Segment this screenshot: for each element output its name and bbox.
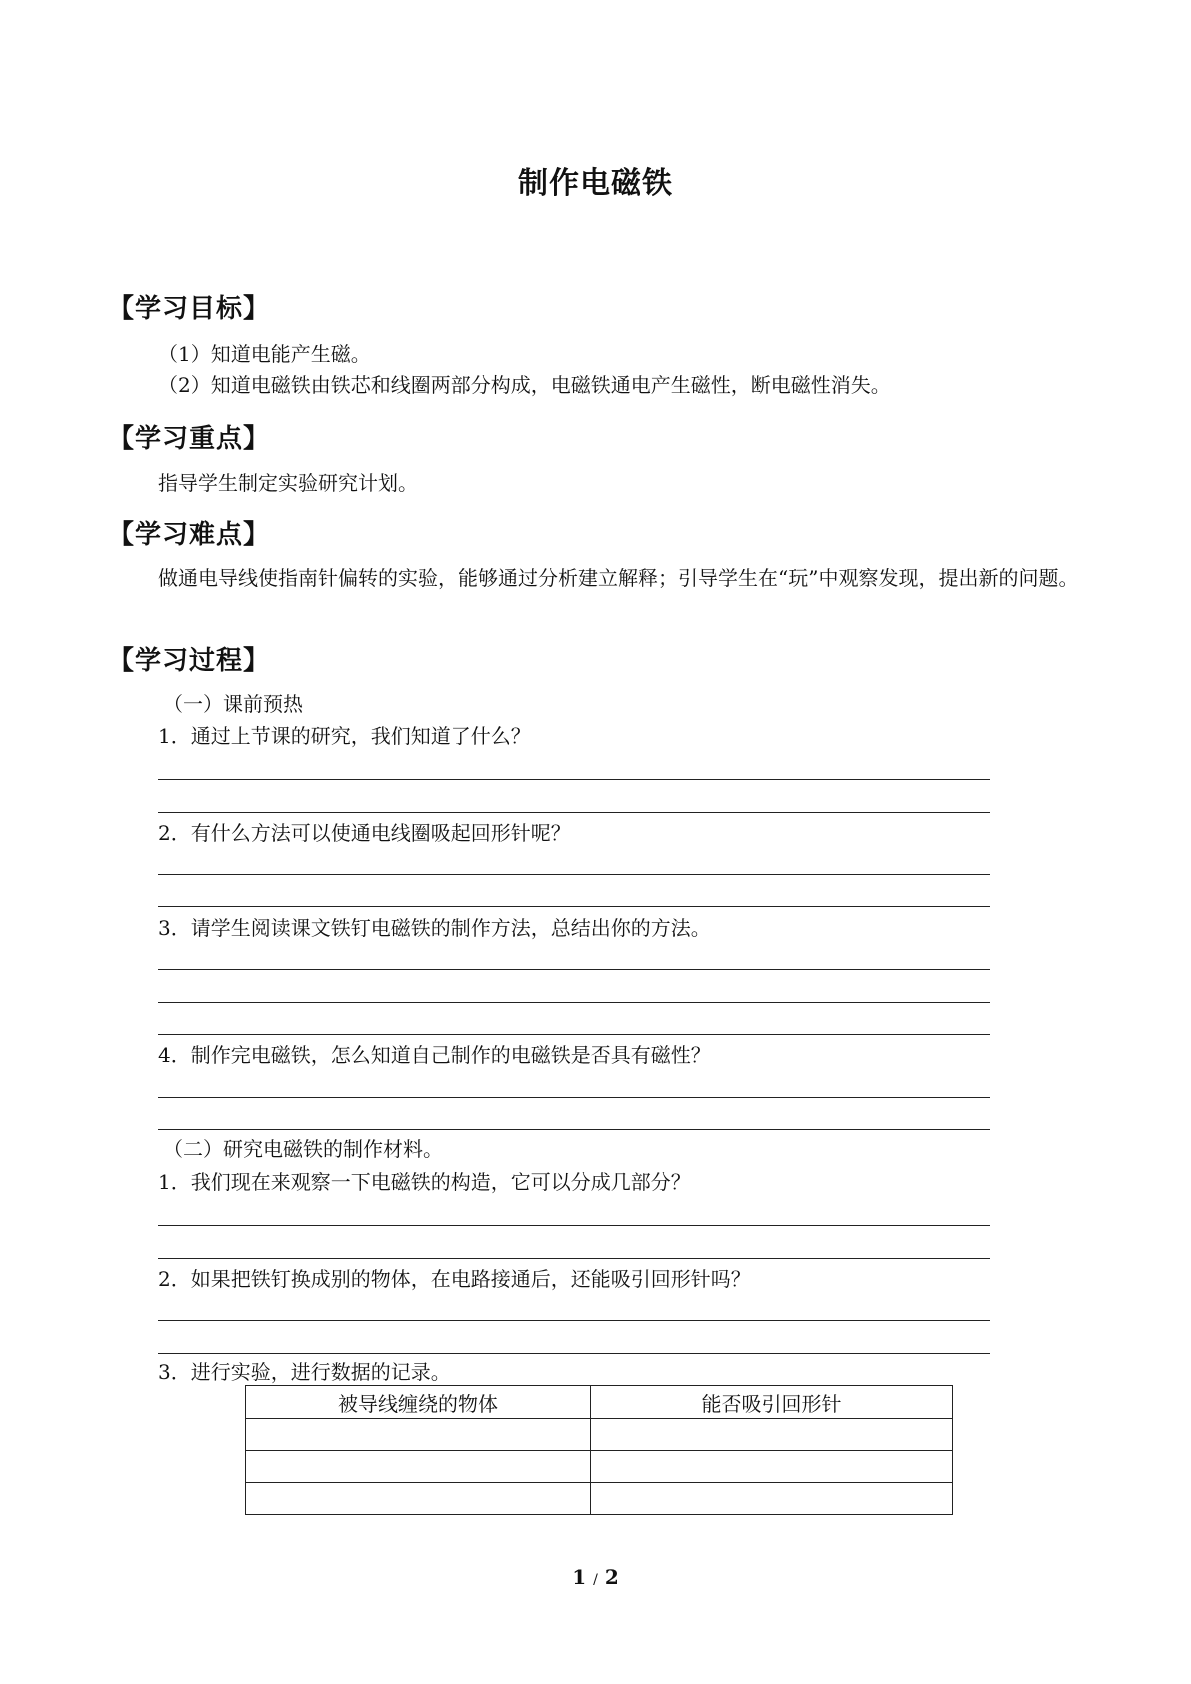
focus-heading: 【学习重点】 [108, 424, 271, 454]
answer-line [158, 1129, 990, 1130]
table-row [246, 1451, 953, 1483]
page-separator: / [593, 1572, 598, 1588]
process-heading: 【学习过程】 [108, 646, 271, 676]
answer-line [158, 1034, 990, 1035]
page-current: 1 [572, 1565, 587, 1589]
answer-line [158, 874, 990, 875]
page-title: 制作电磁铁 [518, 166, 673, 201]
difficulty-heading: 【学习难点】 [108, 520, 271, 550]
answer-line [158, 779, 990, 780]
page-number [0, 1565, 1191, 1589]
table-header-result: 能否吸引回形针 [591, 1386, 953, 1419]
part2-question-3: 3．进行实验，进行数据的记录。 [158, 1360, 451, 1384]
goal-item-1: （1）知道电能产生磁。 [158, 342, 371, 366]
table-cell[interactable] [591, 1419, 953, 1451]
answer-line [158, 969, 990, 970]
table-row [246, 1419, 953, 1451]
difficulty-text: 做通电导线使指南针偏转的实验，能够通过分析建立解释；引导学生在“玩”中观察发现，提出新的问题。 [158, 566, 1079, 590]
part2-question-2: 2．如果把铁钉换成别的物体，在电路接通后，还能吸引回形针吗？ [158, 1267, 751, 1291]
table-cell[interactable] [246, 1419, 591, 1451]
part1-title: （一）课前预热 [163, 692, 303, 716]
part2-question-1: 1．我们现在来观察一下电磁铁的构造，它可以分成几部分？ [158, 1170, 691, 1194]
table-cell[interactable] [591, 1483, 953, 1515]
table-header-object: 被导线缠绕的物体 [246, 1386, 591, 1419]
part1-question-4: 4．制作完电磁铁，怎么知道自己制作的电磁铁是否具有磁性？ [158, 1043, 711, 1067]
goals-heading: 【学习目标】 [108, 294, 271, 324]
goal-item-2: （2）知道电磁铁由铁芯和线圈两部分构成，电磁铁通电产生磁性，断电磁性消失。 [158, 373, 891, 397]
page-total: 2 [604, 1565, 619, 1589]
answer-line [158, 906, 990, 907]
answer-line [158, 1225, 990, 1226]
table-cell[interactable] [246, 1483, 591, 1515]
answer-line [158, 1320, 990, 1321]
part1-question-2: 2．有什么方法可以使通电线圈吸起回形针呢？ [158, 821, 571, 845]
focus-text: 指导学生制定实验研究计划。 [158, 471, 418, 495]
answer-line [158, 1353, 990, 1354]
answer-line [158, 812, 990, 813]
answer-line [158, 1097, 990, 1098]
table-row [246, 1483, 953, 1515]
table-cell[interactable] [246, 1451, 591, 1483]
answer-line [158, 1258, 990, 1259]
answer-line [158, 1002, 990, 1003]
table-cell[interactable] [591, 1451, 953, 1483]
part2-title: （二）研究电磁铁的制作材料。 [163, 1137, 443, 1161]
part1-question-1: 1．通过上节课的研究，我们知道了什么？ [158, 724, 531, 748]
part1-question-3: 3．请学生阅读课文铁钉电磁铁的制作方法，总结出你的方法。 [158, 916, 711, 940]
table-header-row [246, 1386, 953, 1419]
record-table [245, 1385, 953, 1515]
